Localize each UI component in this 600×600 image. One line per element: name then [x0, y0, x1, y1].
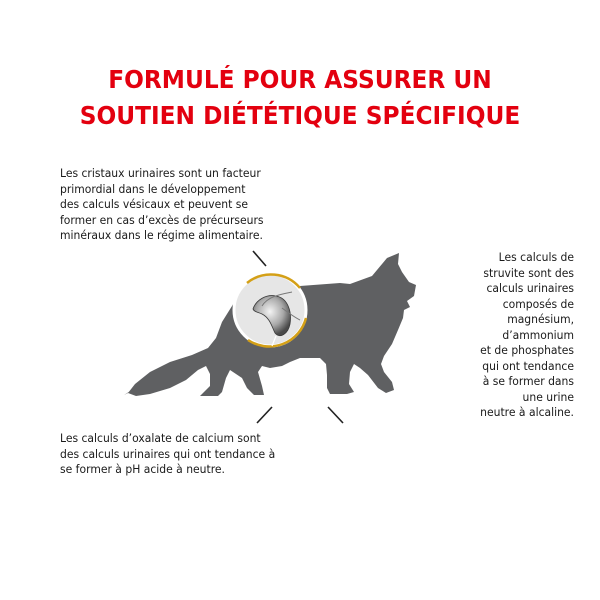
callout-line: Les cristaux urinaires sont un facteur	[60, 166, 261, 180]
callout-line: minéraux dans le régime alimentaire.	[60, 228, 263, 242]
callout-line: d’ammonium	[502, 327, 574, 342]
callout-line: des calculs vésicaux et peuvent se	[60, 197, 249, 211]
callout-line: magnésium,	[507, 312, 574, 326]
callout-line: et de phosphates	[480, 343, 574, 357]
callout-line: une urine	[522, 389, 574, 404]
connector-bottom-left	[65, 407, 272, 423]
callout-line: se former à pH acide à neutre.	[60, 462, 225, 476]
callout-line: primordial dans le développement	[60, 181, 246, 196]
callout-line: Les calculs d’oxalate de calcium sont	[60, 431, 261, 445]
callout-line: neutre à alcaline.	[480, 405, 574, 419]
callout-line: former en cas d’excès de précurseurs	[60, 212, 264, 227]
callout-line: calculs urinaires	[486, 281, 574, 295]
bladder-inset	[234, 274, 306, 346]
connector-bottom-right	[328, 407, 540, 423]
callout-line: à se former dans	[482, 374, 574, 388]
title-line-2: SOUTIEN DIÉTÉTIQUE SPÉCIFIQUE	[79, 101, 521, 130]
callout-line: des calculs urinaires qui ont tendance à	[60, 446, 276, 461]
callout-line: Les calculs de	[498, 250, 574, 264]
title-line-1: FORMULÉ POUR ASSURER UN	[108, 65, 492, 94]
callout-line: qui ont tendance	[482, 358, 574, 373]
connector-top-left	[65, 251, 266, 266]
callout-line: struvite sont des	[483, 265, 574, 280]
callout-line: composés de	[502, 296, 574, 311]
